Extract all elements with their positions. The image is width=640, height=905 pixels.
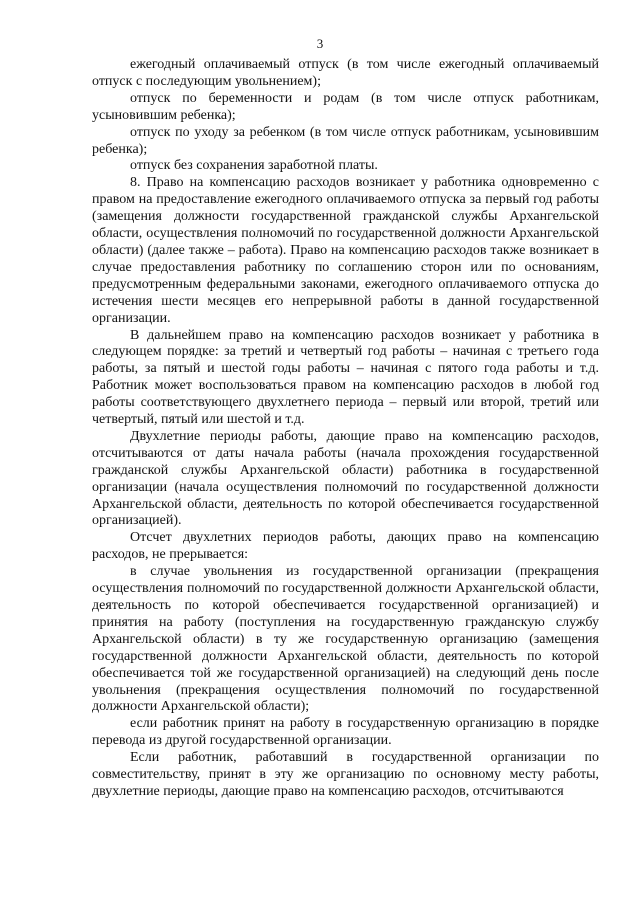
paragraph-subsequent-right: В дальнейшем право на компенсацию расходов возникает у работника в следующем порядке: за третий и четвертый год работы – начиная с третьего года работы, за пятый и шестой годы работы – начиная с пятого года работы и т.д. Работник может воспользоваться правом на компенсацию расходов в любой год работы соответствующего двухлетнего периода – первый или второй, третий или четвертый, пятый или шестой и т.д. [92,327,599,428]
page-number: 3 [316,36,324,51]
paragraph-count-not-interrupted: Отсчет двухлетних периодов работы, дающих право на компенсацию расходов, не прерывается: [92,530,599,563]
document-body [92,57,599,801]
paragraph-transfer-case: если работник принят на работу в государственную организацию в порядке перевода из другой государственной организации. [92,716,599,749]
paragraph-two-year-periods: Двухлетние периоды работы, дающие право на компенсацию расходов, отсчитываются от даты начала работы (начала прохождения государственной гражданской службы Архангельской области) работника в государственной организации (начала осуществления полномочий по государственной должности Архангельской области, деятельность по которой обеспечивается государственной организацией). [92,428,599,529]
paragraph-part-time-case: Если работник, работавший в государственной организации по совместительству, принят в эту же организацию по основному месту работы, двухлетние периоды, дающие право на компенсацию расходов, отсчитываются [92,750,599,799]
paragraph-childcare-leave: отпуск по уходу за ребенком (в том числе отпуск работникам, усыновившим ребенка); [92,124,599,157]
paragraph-dismissal-case: в случае увольнения из государственной организации (прекращения осуществления полномочий по государственной должности Архангельской области, деятельность по которой обеспечивается государственной организацией) и принятия на работу (поступления на государственную гражданскую службу Архангельской области) в ту же государственную организацию (замещения государственной должности Архангельской области, деятельность по которой обеспечивается той же государственной организацией) на следующий день после увольнения (прекращения осуществления полномочий по государственной должности Архангельской области); [92,564,599,715]
paragraph-item-8: 8. Право на компенсацию расходов возникает у работника одновременно с правом на предоставление ежегодного оплачиваемого отпуска за первый год работы (замещения должности государственной гражданской службы Архангельской области, осуществления полномочий по государственной должности Архангельской области) (далее также – работа). Право на компенсацию расходов также возникает в случае предоставления работнику по соглашению сторон или по основаниям, предусмотренным федеральными законами, ежегодного оплачиваемого отпуска до истечения шести месяцев его непрерывной работы в данной государственной организации. [92,175,599,326]
paragraph-maternity-leave: отпуск по беременности и родам (в том числе отпуск работникам, усыновившим ребенка); [92,90,599,123]
paragraph-annual-leave: ежегодный оплачиваемый отпуск (в том числе ежегодный оплачиваемый отпуск с последующим увольнением); [92,57,599,89]
paragraph-unpaid-leave: отпуск без сохранения заработной платы. [130,158,378,174]
